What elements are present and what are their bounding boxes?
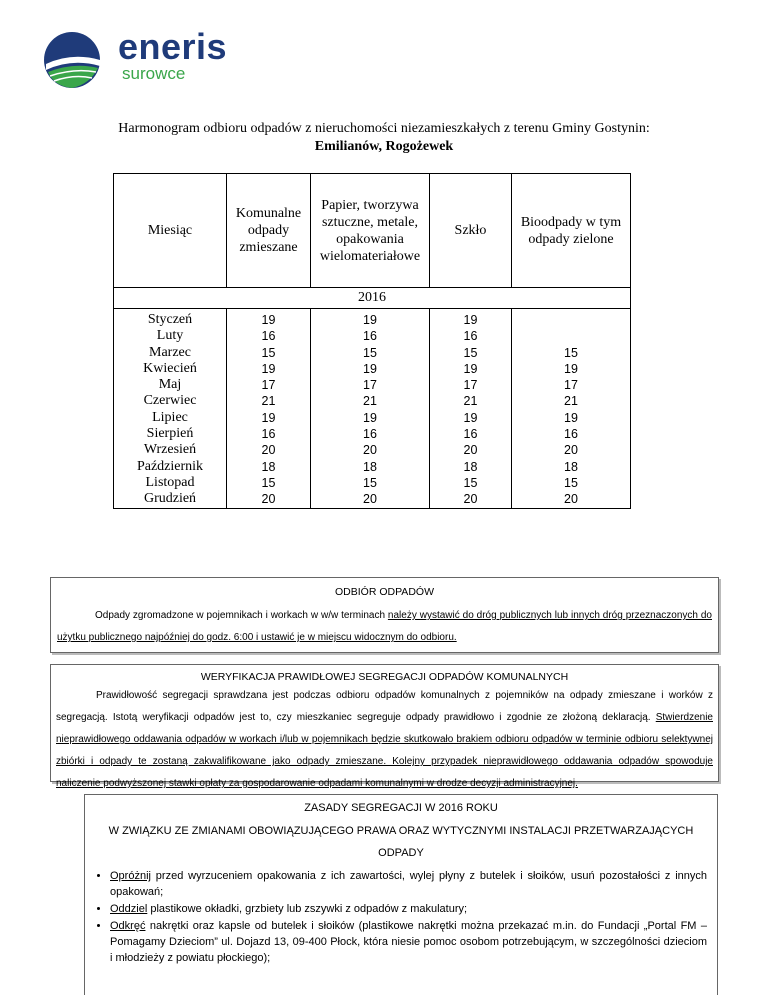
months-value: Październik [136, 458, 204, 474]
bio-value: 15 [564, 345, 578, 360]
bio-value: 16 [564, 427, 578, 442]
glass-value: 15 [463, 345, 478, 360]
year-row [114, 288, 631, 309]
paper-value: 15 [363, 345, 377, 360]
year-label: 2016 [114, 288, 631, 309]
logo-brand: eneris [118, 26, 228, 67]
bio-value: 15 [564, 475, 578, 490]
mixed-value: 17 [261, 378, 276, 393]
paper-value: 19 [363, 361, 377, 376]
bio-value: 19 [564, 410, 578, 425]
header-month: Miesiąc [114, 174, 227, 288]
glass-value: 19 [463, 313, 478, 327]
bio-value [512, 328, 630, 344]
data-row [114, 309, 631, 509]
paper-value: 16 [363, 329, 377, 344]
collection-text [51, 605, 718, 649]
list-item [110, 868, 717, 900]
mixed-cell [227, 309, 311, 509]
mixed-value: 20 [261, 492, 276, 507]
verification-text-underlined: Stwierdzenie nieprawidłowego oddawania odpadów w workach i/lub w pojemnikach będzie skutkowało brakiem odbioru odpadów w terminie odbioru selektywnej zbiórki i odpady te zostaną zakwalifikowane jako odpady zmieszane. Kolejny przypadek nieprawidłowego oddawania odpadów spowoduje naliczenie podwyższonej stawki opłaty za gospodarowanie odpadami komunalnymi w drodze decyzji administracyjnej. [56, 712, 713, 789]
rule-text: nakrętki oraz kapsle od butelek i słoików (plastikowe nakrętki można przekazać m.in. do Fundacji „Portal FM – Pomagamy Dzieciom” ul. Dojazd 13, 09-400 Płock, która niesie pomoc osobom potrzebującym, w szczególności dzieciom i młodzieży z powiatu płockiego); [110, 920, 707, 964]
bio-value: 17 [564, 378, 578, 393]
paper-value: 19 [363, 410, 377, 425]
mixed-value: 16 [261, 329, 276, 344]
logo-subtitle: surowce [122, 64, 186, 83]
glass-value: 15 [463, 475, 478, 490]
bio-value: 18 [564, 459, 578, 474]
rules-title: ZASADY SEGREGACJI W 2016 ROKU [304, 802, 498, 814]
paper-value: 15 [363, 475, 377, 490]
rule-key: Opróżnij [110, 870, 151, 882]
rule-text: plastikowe okładki, grzbiety lub zszywki z odpadów z makulatury; [147, 903, 468, 915]
schedule-table [113, 173, 631, 509]
bio-value: 20 [564, 492, 578, 507]
segregation-rules [84, 794, 718, 995]
paper-cell [311, 309, 430, 509]
mixed-value: 19 [261, 313, 276, 327]
eneris-logo-icon [40, 30, 112, 90]
collection-title: ODBIÓR ODPADÓW [335, 586, 434, 598]
months-value: Styczeń [147, 312, 193, 327]
months-value: Lipiec [152, 409, 188, 425]
glass-value: 18 [463, 459, 478, 474]
header-mixed: Komunalne odpady zmieszane [227, 174, 311, 288]
months-value: Grudzień [143, 491, 197, 507]
months-cell [114, 309, 227, 509]
paper-value: 16 [363, 427, 377, 442]
mixed-value: 18 [261, 459, 276, 474]
rule-key: Oddziel [110, 903, 148, 915]
bio-value [512, 312, 630, 328]
glass-value: 20 [463, 443, 478, 458]
page-heading [0, 120, 768, 156]
company-logo [40, 26, 240, 90]
months-value: Luty [156, 328, 184, 344]
months-value: Wrzesień [143, 442, 197, 458]
header-bio: Bioodpady w tym odpady zielone [512, 174, 631, 288]
glass-value: 17 [463, 378, 478, 393]
paper-value: 20 [363, 443, 377, 458]
header-paper: Papier, tworzywa sztuczne, metale, opakowania wielomateriałowe [311, 174, 430, 288]
rules-subtitle: W ZWIĄZKU ZE ZMIANAMI OBOWIĄZUJĄCEGO PRAWA ORAZ WYTYCZNYMI INSTALACJI PRZETWARZAJĄCYCH ODPADY [108, 825, 694, 859]
mixed-value: 19 [261, 410, 276, 425]
mixed-value: 21 [261, 394, 276, 409]
verification-title: WERYFIKACJA PRAWIDŁOWEJ SEGREGACJI ODPADÓW KOMUNALNYCH [200, 671, 569, 683]
bio-value: 20 [564, 443, 578, 458]
months-value: Marzec [149, 344, 191, 360]
heading-line-1: Harmonogram odbioru odpadów z nieruchomości niezamieszkałych z terenu Gminy Gostynin: [118, 121, 650, 136]
collection-text-plain: Odpady zgromadzone w pojemnikach i workach w w/w terminach [95, 610, 388, 621]
heading-line-2: Emilianów, Rogożewek [314, 139, 454, 154]
months-value: Maj [158, 377, 182, 393]
verification-text [51, 685, 718, 795]
mixed-value: 16 [261, 427, 276, 442]
months-value: Kwiecień [143, 360, 197, 376]
glass-cell [430, 309, 512, 509]
mixed-value: 15 [261, 475, 276, 490]
collection-notice [50, 577, 719, 653]
glass-value: 21 [463, 394, 478, 409]
rules-list [85, 868, 717, 966]
mixed-value: 19 [261, 361, 276, 376]
header-row [114, 174, 631, 288]
glass-value: 16 [463, 427, 478, 442]
header-glass: Szkło [430, 174, 512, 288]
paper-value: 18 [363, 459, 377, 474]
paper-value: 17 [363, 378, 377, 393]
months-value: Sierpień [146, 426, 194, 442]
bio-value: 19 [564, 361, 578, 376]
months-value: Czerwiec [143, 393, 197, 409]
list-item [110, 918, 717, 966]
glass-value: 16 [463, 329, 478, 344]
rule-text: przed wyrzuceniem opakowania z ich zawartości, wylej płyny z butelek i słoików, usuń pozostałości z innych opakowań; [110, 870, 707, 898]
collection-text-underlined: należy wystawić do dróg publicznych lub innych dróg przeznaczonych do użytku publicznego najpóźniej do godz. 6:00 i ustawić je w miejscu widocznym do odbioru. [57, 610, 712, 643]
bio-cell [512, 309, 631, 509]
paper-value: 19 [363, 313, 377, 327]
paper-value: 21 [363, 394, 377, 409]
paper-value: 20 [363, 492, 377, 507]
glass-value: 19 [463, 410, 478, 425]
verification-notice [50, 664, 719, 789]
mixed-value: 20 [261, 443, 276, 458]
verification-text-plain: Prawidłowość segregacji sprawdzana jest podczas odbioru odpadów komunalnych z pojemników na odpady zmieszane i worków z segregacją. Istotą weryfikacji odpadów jest to, czy mieszkaniec segreguje odpady prawidłowo i zgodnie ze złożoną deklaracją. [56, 690, 713, 723]
mixed-value: 15 [261, 345, 276, 360]
glass-value: 20 [463, 492, 478, 507]
glass-value: 19 [463, 361, 478, 376]
rule-key: Odkręć [110, 920, 146, 932]
list-item [110, 901, 717, 917]
months-value: Listopad [145, 474, 195, 490]
bio-value: 21 [564, 394, 578, 409]
